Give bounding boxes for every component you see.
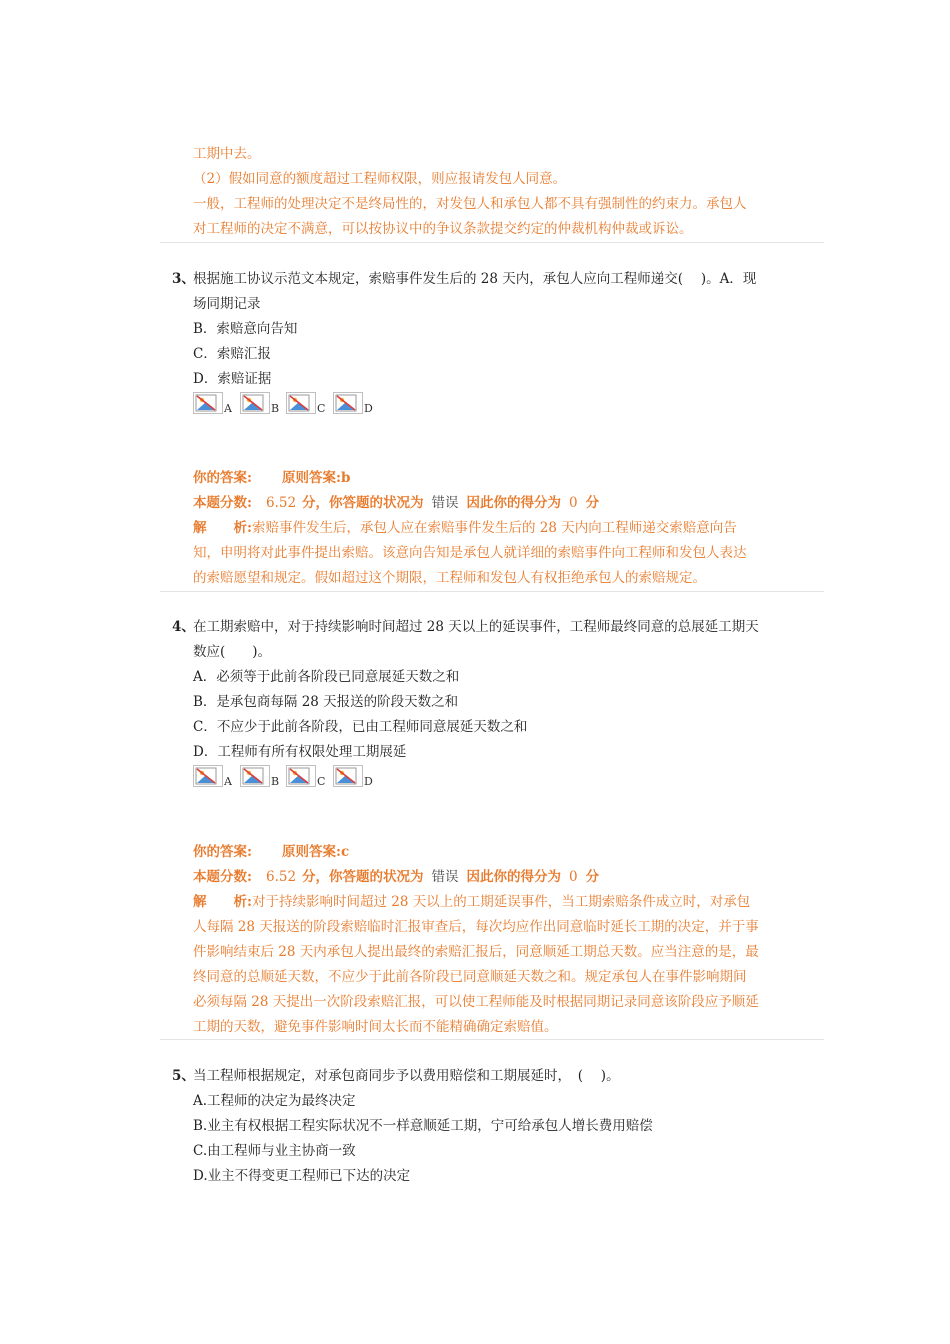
option-a: A．必须等于此前各阶段已同意展延天数之和 xyxy=(193,669,460,685)
option-c: C.由工程师与业主协商一致 xyxy=(193,1143,356,1159)
choice-letter: A xyxy=(224,775,232,788)
your-answer-label: 你的答案: xyxy=(193,844,252,860)
separator xyxy=(160,1039,824,1040)
score-value: 6.52 xyxy=(265,495,297,511)
standard-answer-value: b xyxy=(340,470,351,486)
question-stem: 当工程师根据规定，对承包商同步予以费用赔偿和工期展延时， ( )。 xyxy=(193,1068,620,1084)
broken-image-icon xyxy=(286,392,316,414)
status-text: 错误 xyxy=(431,869,459,885)
option-c: C．不应少于此前各阶段，已由工程师同意展延天数之和 xyxy=(193,719,528,735)
status-text: 错误 xyxy=(431,495,459,511)
answer-line xyxy=(193,840,349,865)
analysis-text: 人每隔 28 天报送的阶段索赔临时汇报审查后，每次均应作出同意临时延长工期的决定，并于事 xyxy=(193,919,759,935)
broken-image-icon xyxy=(240,765,270,787)
question-stem: 数应( )。 xyxy=(193,644,272,660)
analysis-line xyxy=(193,516,737,541)
broken-image-icon xyxy=(286,765,316,787)
analysis-text: 的索赔愿望和规定。假如超过这个期限，工程师和发包人有权拒绝承包人的索赔规定。 xyxy=(193,570,706,586)
score-unit: 分，你答题的状况为 xyxy=(302,495,424,511)
option-b: B.业主有权根据工程实际状况不一样意顺延工期，宁可给承包人增长费用赔偿 xyxy=(193,1118,653,1134)
analysis-text: 知，申明将对此事件提出索赔。该意向告知是承包人就详细的索赔事件向工程师和发包人表达 xyxy=(193,545,747,561)
result-unit: 分 xyxy=(585,869,600,885)
result-value: 0 xyxy=(569,869,578,885)
standard-answer-label: 原则答案: xyxy=(281,844,341,860)
broken-image-icon xyxy=(193,765,223,787)
analysis-text: 必须每隔 28 天提出一次阶段索赔汇报，可以使工程师能及时根据同期记录同意该阶段应予顺延 xyxy=(193,994,759,1010)
score-value: 6.52 xyxy=(265,869,297,885)
intro-line: 对工程师的决定不满意，可以按协议中的争议条款提交约定的仲裁机构仲裁或诉讼。 xyxy=(193,221,693,237)
standard-answer-value: c xyxy=(340,844,350,860)
choice-letter: A xyxy=(224,402,232,415)
score-label: 本题分数: xyxy=(193,869,252,885)
result-value: 0 xyxy=(569,495,578,511)
analysis-text: 终同意的总顺延天数，不应少于此前各阶段已同意顺延天数之和。规定承包人在事件影响期间 xyxy=(193,969,747,985)
standard-answer-label: 原则答案: xyxy=(281,470,341,486)
question-number: 3、 xyxy=(172,271,195,287)
question-number: 5、 xyxy=(172,1068,195,1084)
score-unit: 分，你答题的状况为 xyxy=(302,869,424,885)
broken-image-icon xyxy=(193,392,223,414)
intro-line: 一般，工程师的处理决定不是终局性的，对发包人和承包人都不具有强制性的约束力。承包人 xyxy=(193,196,747,212)
result-label: 因此你的得分为 xyxy=(466,869,562,885)
question-stem: 场同期记录 xyxy=(193,296,261,312)
option-d: D．索赔证据 xyxy=(193,371,272,387)
analysis-text: 对于持续影响时间超过 28 天以上的工期延误事件，当工期索赔条件成立时，对承包 xyxy=(251,894,751,910)
score-line xyxy=(193,491,599,516)
analysis-line xyxy=(193,890,750,915)
question-number: 4、 xyxy=(172,619,195,635)
answer-line xyxy=(193,466,350,491)
your-answer-label: 你的答案: xyxy=(193,470,252,486)
choice-letter: C xyxy=(317,402,326,415)
broken-image-icon xyxy=(333,392,363,414)
score-label: 本题分数: xyxy=(193,495,252,511)
option-b: B．索赔意向告知 xyxy=(193,321,298,337)
choice-letter: D xyxy=(364,775,373,788)
result-label: 因此你的得分为 xyxy=(466,495,562,511)
analysis-text: 工期的天数，避免事件影响时间太长而不能精确确定索赔值。 xyxy=(193,1019,558,1035)
choice-letter: B xyxy=(271,402,280,415)
intro-line: 工期中去。 xyxy=(193,146,261,162)
option-c: C．索赔汇报 xyxy=(193,346,271,362)
option-d: D．工程师有所有权限处理工期展延 xyxy=(193,744,407,760)
option-a: A.工程师的决定为最终决定 xyxy=(193,1093,356,1109)
analysis-text: 索赔事件发生后，承包人应在索赔事件发生后的 28 天内向工程师递交索赔意向告 xyxy=(251,520,737,536)
option-d: D.业主不得变更工程师已下达的决定 xyxy=(193,1168,411,1184)
separator xyxy=(160,591,824,592)
question-stem: 根据施工协议示范文本规定，索赔事件发生后的 28 天内，承包人应向工程师递交( )。A．现 xyxy=(193,271,757,287)
question-stem: 在工期索赔中，对于持续影响时间超过 28 天以上的延误事件，工程师最终同意的总展延工期天 xyxy=(193,619,759,635)
broken-image-icon xyxy=(240,392,270,414)
choice-letter: C xyxy=(317,775,326,788)
analysis-text: 件影响结束后 28 天内承包人提出最终的索赔汇报后，同意顺延工期总天数。应当注意的是，最 xyxy=(193,944,759,960)
analysis-label: 解 析: xyxy=(193,894,252,910)
result-unit: 分 xyxy=(585,495,600,511)
score-line xyxy=(193,865,599,890)
option-b: B．是承包商每隔 28 天报送的阶段天数之和 xyxy=(193,694,459,710)
choice-letter: B xyxy=(271,775,280,788)
choice-letter: D xyxy=(364,402,373,415)
analysis-label: 解 析: xyxy=(193,520,252,536)
broken-image-icon xyxy=(333,765,363,787)
intro-line: （2）假如同意的额度超过工程师权限，则应报请发包人同意。 xyxy=(193,171,567,187)
separator xyxy=(160,242,824,243)
